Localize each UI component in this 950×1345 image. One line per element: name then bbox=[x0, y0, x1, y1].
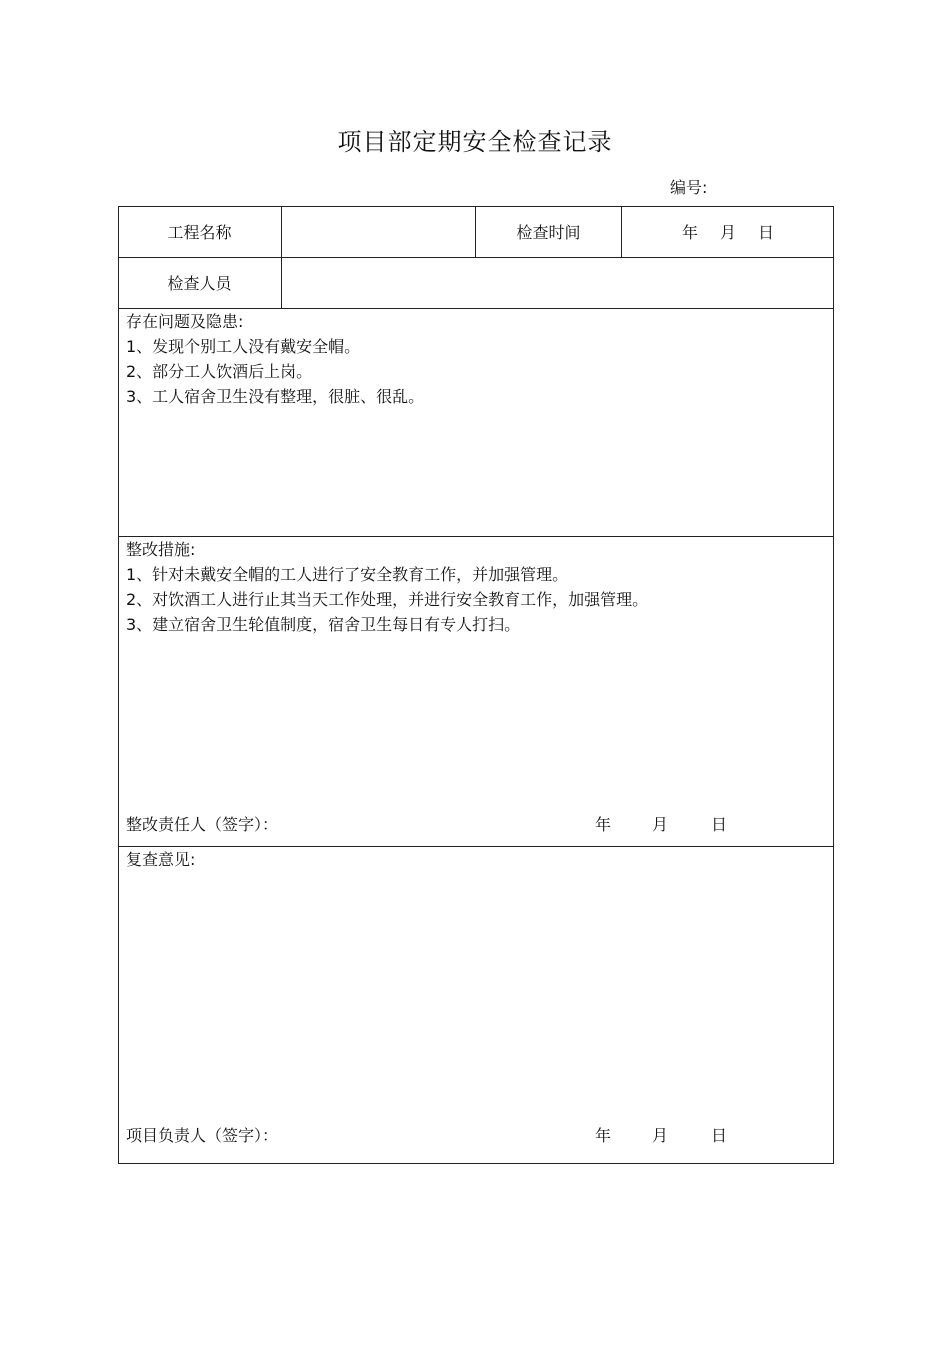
list-item: 3、工人宿舍卫生没有整理，很脏、很乱。 bbox=[126, 387, 425, 406]
project-name-label: 工程名称 bbox=[167, 223, 232, 242]
list-item: 2、对饮酒工人进行止其当天工作处理，并进行安全教育工作，加强管理。 bbox=[126, 590, 649, 609]
project-name-field[interactable] bbox=[282, 206, 475, 257]
row-divider bbox=[118, 846, 834, 847]
review-date-day: 日 bbox=[711, 1126, 728, 1145]
rectification-label: 整改措施: bbox=[126, 540, 196, 559]
date-year: 年 bbox=[681, 223, 698, 242]
date-day: 日 bbox=[758, 223, 775, 242]
review-date-month: 月 bbox=[652, 1126, 669, 1145]
list-item: 1、针对未戴安全帽的工人进行了安全教育工作，并加强管理。 bbox=[126, 565, 569, 584]
list-item: 2、部分工人饮酒后上岗。 bbox=[126, 362, 313, 381]
inspectors-label: 检查人员 bbox=[167, 274, 232, 293]
rectification-section bbox=[126, 537, 648, 637]
inspection-date-field[interactable] bbox=[622, 206, 834, 257]
review-label: 复查意见: bbox=[126, 850, 196, 869]
doc-number-label: 编号: bbox=[670, 178, 708, 197]
list-item: 1、发现个别工人没有戴安全帽。 bbox=[126, 337, 361, 356]
review-signature-label[interactable]: 项目负责人（签字）： bbox=[126, 1126, 279, 1145]
inspection-time-label: 检查时间 bbox=[516, 223, 581, 242]
rectification-date-year: 年 bbox=[595, 815, 612, 834]
issues-section bbox=[126, 309, 424, 409]
review-section bbox=[126, 847, 195, 872]
rectification-date-month: 月 bbox=[652, 815, 669, 834]
issues-label: 存在问题及隐患: bbox=[126, 312, 244, 331]
list-item: 3、建立宿舍卫生轮值制度，宿舍卫生每日有专人打扫。 bbox=[126, 615, 521, 634]
inspectors-field[interactable] bbox=[282, 257, 834, 308]
rectification-date-day: 日 bbox=[711, 815, 728, 834]
rectification-signature-label[interactable]: 整改责任人（签字）： bbox=[126, 815, 279, 834]
review-date-year: 年 bbox=[595, 1126, 612, 1145]
date-month: 月 bbox=[719, 223, 736, 242]
page-title: 项目部定期安全检查记录 bbox=[337, 128, 613, 156]
